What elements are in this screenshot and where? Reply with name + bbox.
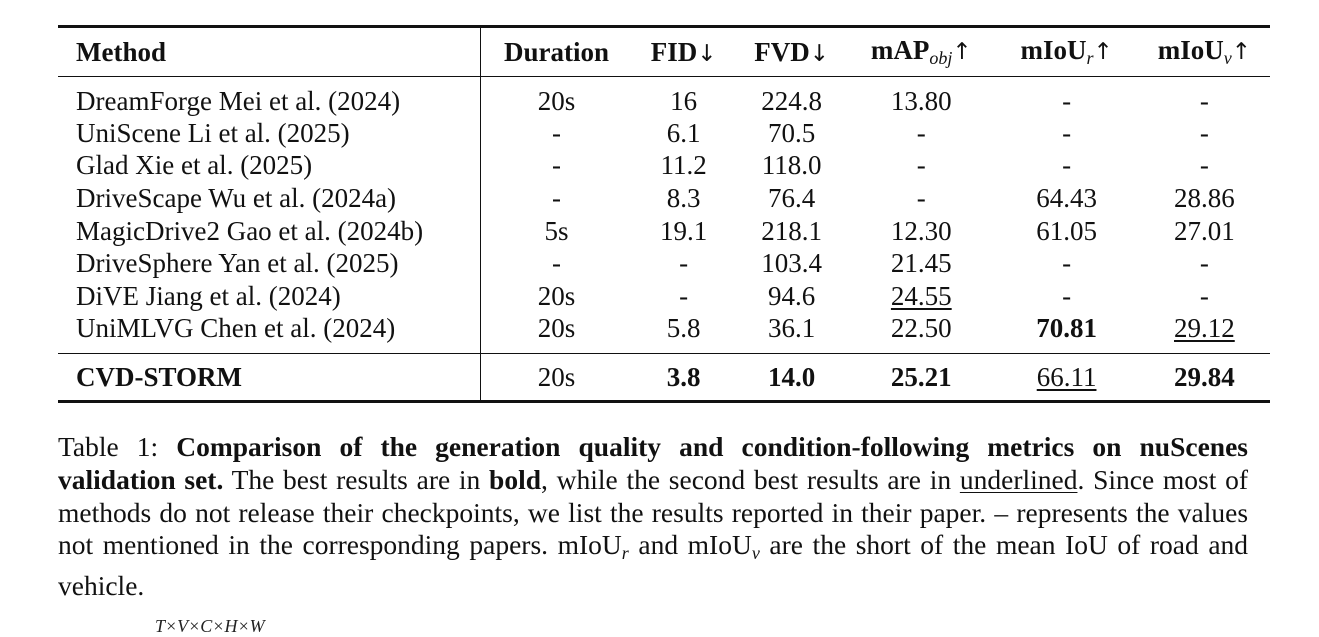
cell-method: UniMLVG Chen et al. (2024)	[58, 313, 480, 354]
cutoff-text: T×V×C×H×W	[155, 616, 265, 636]
cell-miou-road: -	[1062, 85, 1072, 116]
cell-miou-vehicle	[1139, 313, 1270, 354]
header-row	[58, 27, 1270, 77]
cell-fid: 3.8	[666, 361, 701, 392]
cell-fvd: 103.4	[761, 248, 822, 279]
cell-fid: -	[679, 280, 689, 311]
cell-miou-vehicle: -	[1199, 280, 1209, 311]
cell-map: -	[916, 117, 926, 148]
caption-text: , while the second best results are in	[541, 463, 952, 495]
header-miou-road-subscript: r	[1086, 48, 1094, 68]
cell-map: 25.21	[890, 361, 952, 392]
ours-row	[58, 354, 1270, 402]
cell-map	[848, 280, 994, 313]
second-best-value: 24.55	[890, 280, 952, 311]
table-row	[58, 77, 1270, 118]
caption-miou-road: mIoU	[557, 529, 622, 561]
second-best-value: 66.11	[1036, 361, 1097, 392]
header-miou-vehicle-label: mIoU	[1157, 35, 1224, 65]
header-method: Method	[58, 27, 480, 77]
cell-fvd: 118.0	[761, 150, 822, 181]
header-miou-road	[994, 27, 1138, 77]
table-body	[58, 77, 1270, 354]
cell-duration: 20s	[537, 313, 576, 344]
cell-fid: 16	[670, 85, 698, 116]
cell-fid: 5.8	[666, 313, 701, 344]
cell-miou-road: 61.05	[1036, 215, 1097, 246]
cell-map: 21.45	[890, 248, 952, 279]
table-row	[58, 117, 1270, 150]
table-caption	[58, 431, 1248, 603]
cell-fid: -	[679, 248, 689, 279]
table-header	[58, 27, 1270, 77]
cell-duration: -	[552, 182, 562, 213]
cell-duration: 5s	[544, 215, 569, 246]
header-miou-vehicle	[1139, 27, 1270, 77]
cell-fid: 19.1	[660, 215, 708, 246]
table-row	[58, 182, 1270, 215]
header-miou-vehicle-subscript: v	[1223, 48, 1232, 68]
caption-miou-vehicle-subscript: v	[751, 543, 760, 564]
caption-text: The best results are in	[231, 463, 481, 495]
up-arrow-icon: ↑	[1093, 39, 1113, 65]
cell-fvd: 70.5	[768, 117, 816, 148]
cell-duration: -	[552, 117, 562, 148]
table-row	[58, 150, 1270, 183]
caption-text: are the short of the mean IoU of road and vehicle.	[58, 529, 1249, 602]
caption-underlined-word: underlined	[959, 463, 1078, 495]
table-row	[58, 247, 1270, 280]
results-table-container	[58, 25, 1270, 403]
caption-dash: –	[994, 496, 1009, 528]
header-fid	[632, 27, 735, 77]
table-row	[58, 215, 1270, 248]
caption-miou-vehicle: mIoU	[687, 529, 752, 561]
cell-miou-road: 64.43	[1036, 182, 1097, 213]
down-arrow-icon: ↓	[697, 40, 717, 67]
caption-text: and	[638, 529, 679, 561]
cell-miou-vehicle: 29.84	[1174, 361, 1235, 392]
cell-miou-road: -	[1062, 248, 1072, 279]
cell-miou-vehicle: -	[1199, 248, 1209, 279]
cell-method: UniScene Li et al. (2025)	[58, 117, 480, 150]
results-table	[58, 25, 1270, 403]
cell-fvd: 224.8	[761, 85, 822, 116]
cell-method: DriveSphere Yan et al. (2025)	[58, 247, 480, 280]
caption-bold-word: bold	[489, 463, 542, 495]
table-row	[58, 280, 1270, 313]
header-miou-road-label: mIoU	[1020, 35, 1087, 65]
up-arrow-icon: ↑	[1231, 39, 1252, 65]
caption-text: . Since most of methods do not release their checkpoints, we list the results reported in their paper.	[58, 463, 1249, 528]
cell-miou-vehicle: 28.86	[1174, 182, 1235, 213]
cell-miou-vehicle: 27.01	[1174, 215, 1235, 246]
cell-fvd: 36.1	[768, 313, 816, 344]
cell-map: 22.50	[890, 313, 952, 344]
cell-map: -	[916, 182, 926, 213]
cell-map: -	[916, 150, 926, 181]
cell-method: Glad Xie et al. (2025)	[58, 150, 480, 183]
cell-miou-road	[994, 354, 1138, 402]
header-fid-label: FID	[650, 36, 698, 67]
table-row	[58, 313, 1270, 354]
header-map-label: mAP	[870, 35, 930, 65]
cell-miou-road: -	[1062, 280, 1072, 311]
caption-miou-road-subscript: r	[621, 543, 629, 564]
cell-miou-vehicle: -	[1199, 150, 1209, 181]
caption-text: represents the values not mentioned in the corresponding papers.	[58, 496, 1249, 561]
cell-fvd: 14.0	[768, 361, 816, 392]
cell-method: DiVE Jiang et al. (2024)	[58, 280, 480, 313]
cell-method: DreamForge Mei et al. (2024)	[58, 77, 480, 118]
cell-method: MagicDrive2 Gao et al. (2024b)	[58, 215, 480, 248]
cell-map: 13.80	[890, 85, 952, 116]
caption-label: Table 1:	[58, 431, 159, 462]
ours-body	[58, 354, 1270, 402]
cell-miou-road: -	[1062, 117, 1072, 148]
header-fvd-label: FVD	[754, 36, 810, 67]
cell-miou-road: 70.81	[1036, 313, 1097, 344]
cell-method-ours: CVD-STORM	[58, 354, 480, 402]
cell-miou-road: -	[1062, 150, 1072, 181]
up-arrow-icon: ↑	[952, 39, 972, 65]
caption-title: Comparison of the generation quality and condition-following metrics on nuScenes validation set.	[58, 431, 1248, 495]
cell-duration: 20s	[537, 280, 576, 311]
cell-fvd: 218.1	[761, 215, 822, 246]
cell-duration: -	[552, 150, 562, 181]
cell-method: DriveScape Wu et al. (2024a)	[58, 182, 480, 215]
cell-fid: 6.1	[666, 117, 701, 148]
cell-fid: 8.3	[666, 182, 701, 213]
cell-miou-vehicle: -	[1199, 117, 1209, 148]
header-map	[848, 27, 994, 77]
cell-fvd: 76.4	[768, 182, 816, 213]
header-map-subscript: obj	[929, 48, 953, 68]
cell-duration: 20s	[537, 85, 576, 116]
header-fvd	[735, 27, 848, 77]
down-arrow-icon: ↓	[809, 40, 830, 67]
cell-duration: 20s	[537, 361, 576, 392]
second-best-value: 29.12	[1174, 313, 1235, 344]
cell-duration: -	[552, 248, 562, 279]
header-duration: Duration	[504, 36, 610, 67]
cell-fid: 11.2	[660, 150, 707, 181]
cell-miou-vehicle: -	[1199, 85, 1209, 116]
cell-map: 12.30	[890, 215, 952, 246]
cell-fvd: 94.6	[768, 280, 816, 311]
